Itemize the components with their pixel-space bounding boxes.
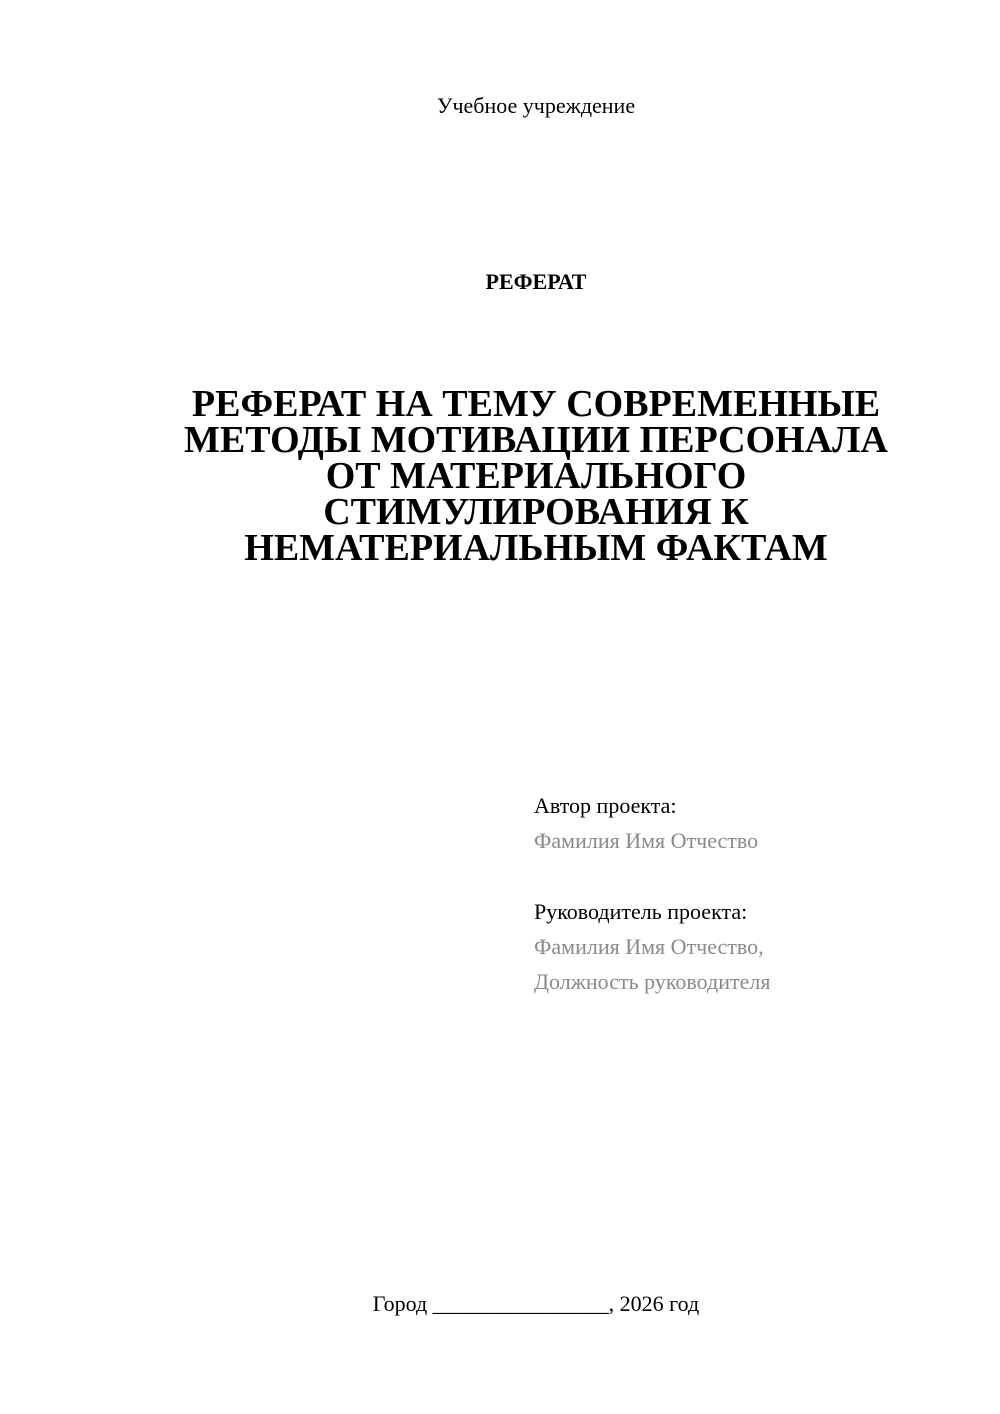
title-line: МЕТОДЫ МОТИВАЦИИ ПЕРСОНАЛА xyxy=(184,419,888,461)
spacer xyxy=(534,858,770,894)
supervisor-name: Фамилия Имя Отчество, xyxy=(534,934,764,959)
title-line: НЕМАТЕРИАЛЬНЫМ ФАКТАМ xyxy=(244,527,828,569)
institution-name: Учебное учреждение xyxy=(436,93,636,118)
title-line: РЕФЕРАТ НА ТЕМУ СОВРЕМЕННЫЕ xyxy=(191,383,881,425)
title-line: СТИМУЛИРОВАНИЯ К xyxy=(323,491,749,533)
supervisor-position: Должность руководителя xyxy=(534,969,771,994)
credits-block xyxy=(534,788,770,999)
document-title xyxy=(140,383,932,569)
city-year-line: Город ________________, 2026 год xyxy=(372,1291,700,1316)
supervisor-label: Руководитель проекта: xyxy=(534,899,748,924)
document-type: РЕФЕРАТ xyxy=(485,269,587,294)
author-label: Автор проекта: xyxy=(534,793,677,818)
author-name: Фамилия Имя Отчество xyxy=(534,828,759,853)
title-line: ОТ МАТЕРИАЛЬНОГО xyxy=(325,455,747,497)
